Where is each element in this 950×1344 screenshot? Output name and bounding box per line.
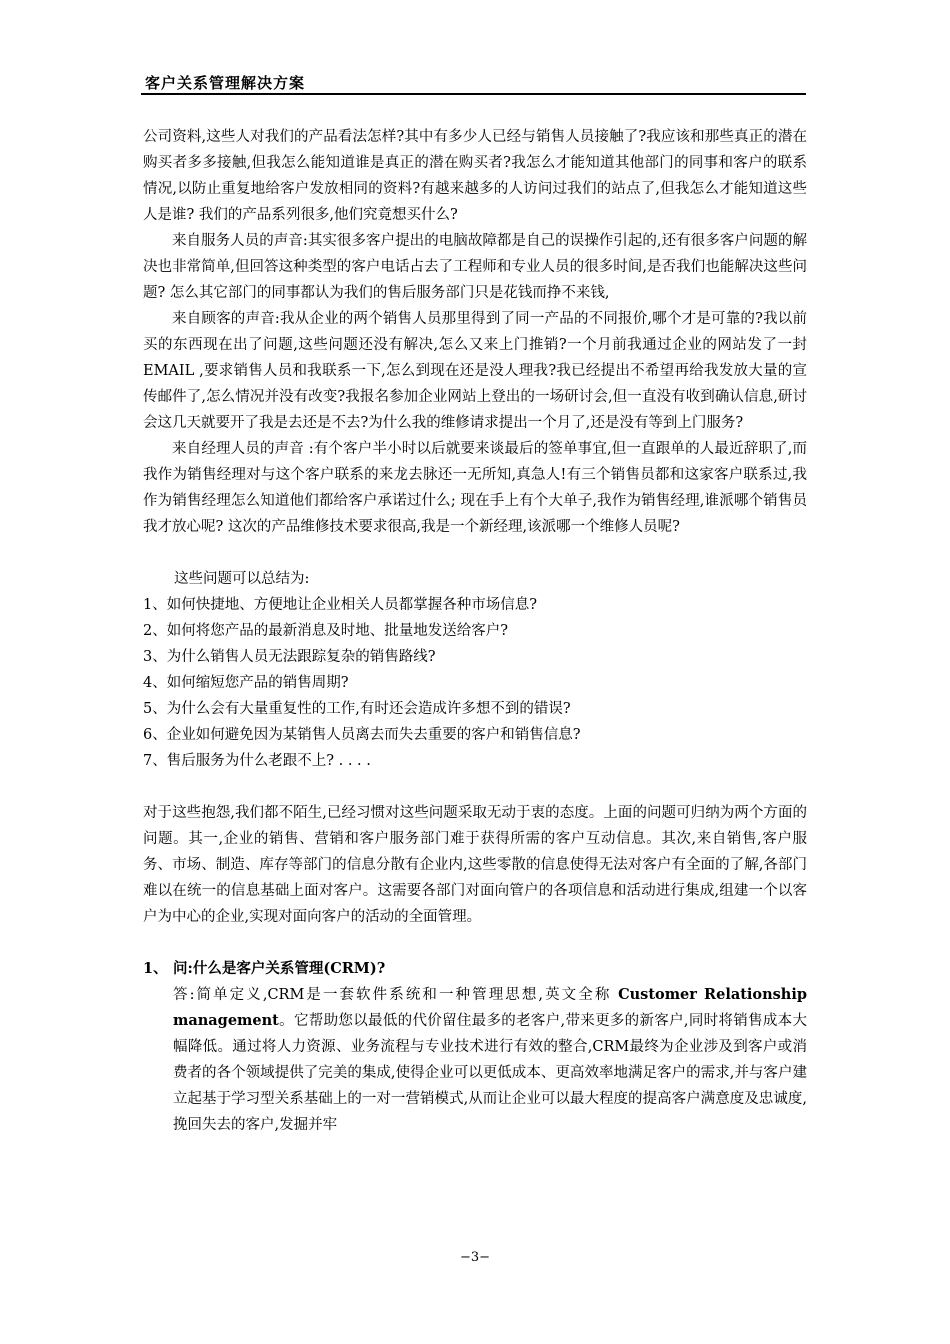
- summary-item: 3、为什么销售人员无法跟踪复杂的销售路线?: [143, 649, 436, 665]
- faq-number: 1、: [143, 960, 168, 977]
- paragraph-manager-voice: 来自经理人员的声音 :有个客户半小时以后就要来谈最后的签单事宜,但一直跟单的人最近辞职了,而我作为销售经理对与这个客户联系的来龙去脉还一无所知,真急人!有三个销售员都和这家客户联系过,我作为销售经理怎么知道他们都给客户承诺过什么; 现在手上有个大单子,我作为销售经理,谁派哪个销售员我才放心呢? 这次的产品维修技术要求很高,我是一个新经理,该派哪一个维修人员呢?: [143, 441, 807, 535]
- paragraph-service-voice: 来自服务人员的声音:其实很多客户提出的电脑故障都是自己的误操作引起的,还有很多客户问题的解决也非常简单,但回答这种类型的客户电话占去了工程师和专业人员的很多时间,是否我们也能解决这些问题? 怎么其它部门的同事都认为我们的售后服务部门只是花钱而挣不来钱,: [143, 233, 807, 301]
- paragraph-conclusion: 对于这些抱怨,我们都不陌生,已经习惯对这些问题采取无动于衷的态度。上面的问题可归纳为两个方面的问题。其一,企业的销售、营销和客户服务部门难于获得所需的客户互动信息。其次,来自销售,客户服务、市场、制造、库存等部门的信息分散有企业内,这些零散的信息使得无法对客户有全面的了解,各部门难以在统一的信息基础上面对客户。这需要各部门对面向管户的各项信息和活动进行集成,组建一个以客户为中心的企业,实现对面向客户的活动的全面管理。: [143, 805, 807, 925]
- summary-item: 2、如何将您产品的最新消息及时地、批量地发送给客户?: [143, 623, 508, 639]
- summary-item: 7、售后服务为什么老跟不上? . . . .: [143, 753, 371, 769]
- document-body: [143, 124, 807, 1138]
- faq-question-text: 问:什么是客户关系管理(CRM)?: [173, 960, 386, 977]
- summary-item: 5、为什么会有大量重复性的工作,有时还会造成许多想不到的错误?: [143, 701, 571, 717]
- spacer: [143, 540, 807, 566]
- header-rule: [141, 93, 806, 95]
- page-header: [141, 70, 806, 96]
- faq-answer-rest: 。它帮助您以最低的代价留住最多的老客户,带来更多的新客户,同时将销售成本大幅降低。通过将人力资源、业务流程与专业技术进行有效的整合,CRM最终为企业涉及到客户或消费者的各个领域提供了完美的集成,使得企业可以更低成本、更高效率地满足客户的需求,并与客户建立起基于学习型关系基础上的一对一营销模式,从而让企业可以最大程度的提高客户满意度及忠诚度,挽回失去的客户,发掘并牢: [173, 1013, 807, 1133]
- paragraph-customer-voice: 来自顾客的声音:我从企业的两个销售人员那里得到了同一产品的不同报价,哪个才是可靠的?我以前买的东西现在出了问题,这些问题还没有解决,怎么又来上门推销?一个月前我通过企业的网站发了一封EMAIL ,要求销售人员和我联系一下,怎么到现在还是没人理我?我已经提出不希望再给我发放大量的宣传邮件了,怎么情况并没有改变?我报名参加企业网站上登出的一场研讨会,但一直没有收到确认信息,研讨会这几天就要开了我是去还是不去?为什么我的维修请求提出一个月了,还是没有等到上门服务?: [143, 311, 807, 431]
- spacer: [143, 774, 807, 800]
- summary-item: 1、如何快捷地、方便地让企业相关人员都掌握各种市场信息?: [143, 597, 537, 613]
- header-title: 客户关系管理解决方案: [145, 74, 306, 92]
- faq-answer-intro: 答:简单定义,CRM是一套软件系统和一种管理思想,英文全称: [173, 987, 619, 1003]
- faq-answer-term: Customer Relationship management: [173, 986, 807, 1029]
- summary-intro: 这些问题可以总结为:: [174, 571, 310, 587]
- summary-item: 6、企业如何避免因为某销售人员离去而失去重要的客户和销售信息?: [143, 727, 581, 743]
- page-number: −3−: [459, 1250, 491, 1265]
- spacer: [143, 930, 807, 956]
- paragraph-sales-voice-cont: 公司资料,这些人对我们的产品看法怎样?其中有多少人已经与销售人员接触了?我应该和那些真正的潜在购买者多多接触,但我怎么能知道谁是真正的潜在购买者?我怎么才能知道其他部门的同事和客户的联系情况,以防止重复地给客户发放相同的资料?有越来越多的人访问过我们的站点了,但我怎么才能知道这些人是谁? 我们的产品系列很多,他们究竟想买什么?: [143, 129, 807, 223]
- summary-item: 4、如何缩短您产品的销售周期?: [143, 675, 349, 691]
- faq-answer: [143, 982, 807, 1138]
- faq-question: [143, 956, 807, 982]
